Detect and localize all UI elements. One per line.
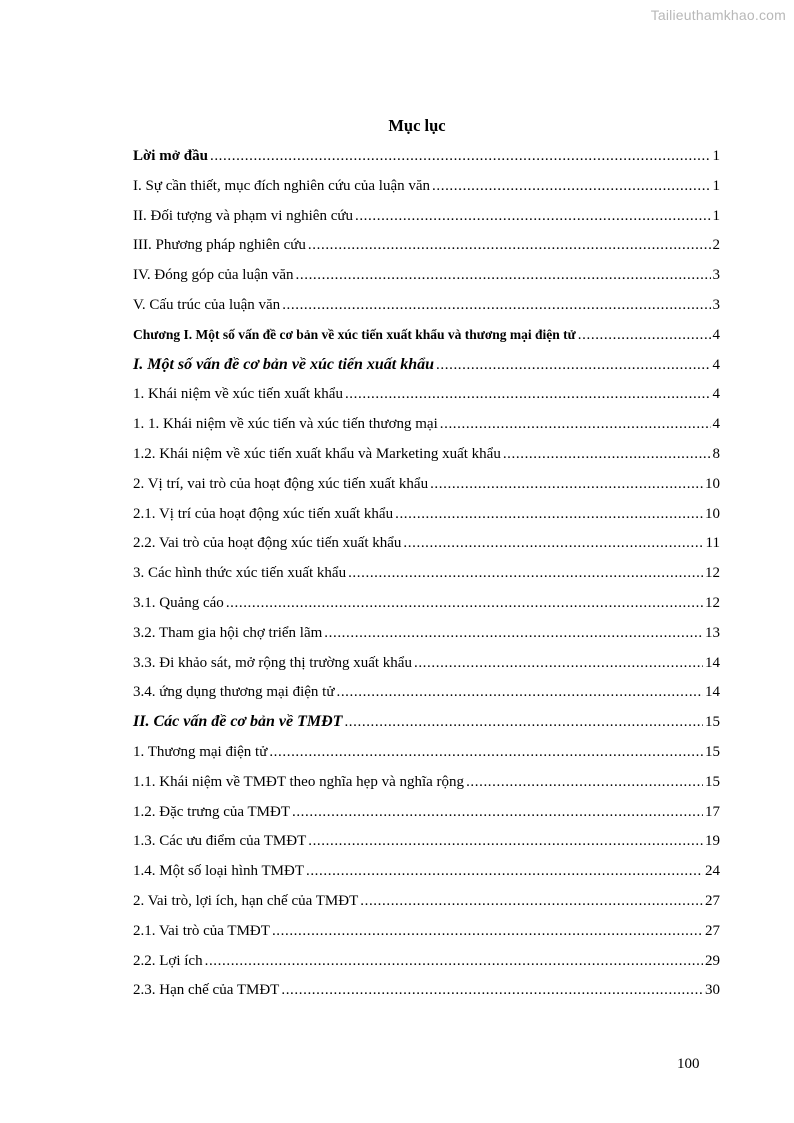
toc-entry-title: 3. Các hình thức xúc tiến xuất khẩu (133, 565, 347, 582)
toc-entry[interactable] (133, 293, 720, 323)
page-title: Mục lục (388, 116, 446, 135)
toc-entry[interactable] (133, 233, 720, 263)
toc-entry[interactable] (133, 442, 720, 472)
toc-entry-page: 15 (705, 773, 720, 790)
toc-entry[interactable] (133, 978, 720, 1008)
toc-entry[interactable] (133, 144, 720, 174)
toc-entry[interactable] (133, 382, 720, 412)
dot-leader (205, 949, 703, 973)
dot-leader (344, 710, 703, 734)
toc-entry-title: 1.2. Khái niệm về xúc tiến xuất khẩu và Marketing xuất khẩu (133, 445, 501, 462)
toc-entry-page: 2 (712, 237, 720, 254)
toc-entry-title: III. Phương pháp nghiên cứu (133, 237, 306, 254)
toc-entry-title: 1.4. Một số loại hình TMĐT (133, 863, 304, 880)
toc-entry[interactable] (133, 204, 720, 234)
toc-entry-page: 4 (712, 356, 720, 373)
toc-entry[interactable] (133, 919, 720, 949)
dot-leader (292, 800, 703, 824)
toc-entry-page: 12 (705, 565, 720, 582)
toc-entry-page: 27 (705, 922, 720, 939)
watermark: Tailieuthamkhao.com (650, 7, 786, 23)
toc-section-entry[interactable] (133, 710, 720, 740)
toc-entry[interactable] (133, 174, 720, 204)
dot-leader (226, 591, 703, 615)
toc-entry-page: 14 (705, 654, 720, 671)
dot-leader (503, 442, 711, 466)
dot-leader (414, 651, 703, 675)
toc-entry-title: 2.2. Vai trò của hoạt động xúc tiến xuất khẩu (133, 535, 402, 552)
toc-entry[interactable] (133, 680, 720, 710)
toc-entry-title: 1.1. Khái niệm về TMĐT theo nghĩa hẹp và nghĩa rộng (133, 773, 465, 790)
dot-leader (306, 859, 703, 883)
toc-entry-title: 2.3. Hạn chế của TMĐT (133, 982, 280, 999)
toc-entry-page: 3 (712, 267, 720, 284)
toc-entry-page: 3 (712, 296, 720, 313)
toc-entry[interactable] (133, 770, 720, 800)
toc-entry-title: V. Cấu trúc của luận văn (133, 296, 281, 313)
toc-entry-page: 4 (712, 326, 720, 343)
toc-entry-title: 1.3. Các ưu điểm của TMĐT (133, 833, 307, 850)
dot-leader (360, 889, 703, 913)
dot-leader (440, 412, 711, 436)
toc-entry-page: 11 (705, 535, 720, 552)
toc-entry-title: II. Các vấn đề cơ bản về TMĐT (133, 713, 343, 731)
toc-entry[interactable] (133, 949, 720, 979)
toc-entry[interactable] (133, 263, 720, 293)
toc-entry-page: 29 (705, 952, 720, 969)
dot-leader (403, 531, 703, 555)
toc-entry-page: 8 (712, 445, 720, 462)
toc-entry[interactable] (133, 561, 720, 591)
toc-entry-page: 13 (705, 624, 720, 641)
dot-leader (430, 472, 703, 496)
toc-entry[interactable] (133, 591, 720, 621)
dot-leader (345, 382, 711, 406)
toc-entry-page: 1 (712, 207, 720, 224)
dot-leader (432, 174, 710, 198)
toc-entry-title: 1. Thương mại điện tử (133, 743, 268, 760)
dot-leader (308, 829, 703, 853)
toc-entry-title: 3.1. Quảng cáo (133, 594, 224, 611)
toc-entry-page: 14 (705, 684, 720, 701)
toc-entry[interactable] (133, 472, 720, 502)
dot-leader (336, 680, 703, 704)
toc-entry-page: 17 (705, 803, 720, 820)
page-number: 100 (677, 1056, 700, 1072)
toc-entry-title: Chương I. Một số vấn đề cơ bản về xúc tiến xuất khẩu và thương mại điện tử (133, 326, 576, 342)
toc-entry-title: I. Một số vấn đề cơ bản về xúc tiến xuất khẩu (133, 355, 435, 373)
toc-entry-title: I. Sự cần thiết, mục đích nghiên cứu của luận văn (133, 177, 431, 194)
toc-entry-title: IV. Đóng góp của luận văn (133, 267, 294, 284)
toc-entry[interactable] (133, 740, 720, 770)
toc-entry-title: 3.2. Tham gia hội chợ triển lãm (133, 624, 323, 641)
dot-leader (395, 502, 703, 526)
toc-entry-page: 12 (705, 594, 720, 611)
toc-entry-title: 3.3. Đi khảo sát, mở rộng thị trường xuất khẩu (133, 654, 412, 671)
toc-entry-page: 1 (712, 177, 720, 194)
toc-entry[interactable] (133, 651, 720, 681)
toc-entry[interactable] (133, 800, 720, 830)
toc-entry-page: 4 (712, 386, 720, 403)
dot-leader (324, 621, 703, 645)
toc-entry-page: 10 (705, 475, 720, 492)
dot-leader (282, 293, 710, 317)
toc-entry-page: 15 (705, 743, 720, 760)
toc-entry[interactable] (133, 621, 720, 651)
table-of-contents (133, 144, 720, 1008)
dot-leader (210, 144, 711, 168)
toc-entry[interactable] (133, 502, 720, 532)
toc-entry-page: 30 (705, 982, 720, 999)
dot-leader (269, 740, 703, 764)
toc-entry[interactable] (133, 829, 720, 859)
toc-entry-title: 2.1. Vai trò của TMĐT (133, 922, 270, 939)
toc-chapter-entry[interactable] (133, 323, 720, 353)
toc-entry-title: Lời mở đầu (133, 148, 208, 164)
toc-entry-title: 2.2. Lợi ích (133, 952, 203, 969)
toc-entry[interactable] (133, 889, 720, 919)
toc-entry[interactable] (133, 412, 720, 442)
toc-entry-page: 15 (705, 714, 720, 731)
toc-entry-title: 1.2. Đặc trưng của TMĐT (133, 803, 290, 820)
dot-leader (272, 919, 703, 943)
dot-leader (466, 770, 703, 794)
toc-entry[interactable] (133, 859, 720, 889)
toc-entry-page: 24 (705, 863, 720, 880)
toc-entry-title: 2. Vị trí, vai trò của hoạt động xúc tiến xuất khẩu (133, 475, 429, 492)
toc-entry-title: 1. 1. Khái niệm về xúc tiến và xúc tiến thương mại (133, 416, 438, 433)
toc-entry-title: 1. Khái niệm về xúc tiến xuất khẩu (133, 386, 343, 403)
dot-leader (281, 978, 703, 1002)
dot-leader (348, 561, 703, 585)
toc-entry-title: 2. Vai trò, lợi ích, hạn chế của TMĐT (133, 892, 359, 909)
toc-entry-page: 1 (712, 148, 720, 164)
dot-leader (355, 204, 711, 228)
dot-leader (308, 233, 711, 257)
toc-entry-title: 2.1. Vị trí của hoạt động xúc tiến xuất khẩu (133, 505, 394, 522)
toc-entry-page: 27 (705, 892, 720, 909)
toc-entry-title: 3.4. ứng dụng thương mại điện tử (133, 684, 335, 701)
dot-leader (436, 353, 710, 377)
dot-leader (296, 263, 711, 287)
toc-entry-page: 4 (712, 416, 720, 433)
toc-entry-page: 19 (705, 833, 720, 850)
dot-leader (578, 323, 711, 347)
toc-entry-page: 10 (705, 505, 720, 522)
toc-section-entry[interactable] (133, 353, 720, 383)
toc-entry-title: II. Đối tượng và phạm vi nghiên cứu (133, 207, 353, 224)
toc-entry[interactable] (133, 531, 720, 561)
